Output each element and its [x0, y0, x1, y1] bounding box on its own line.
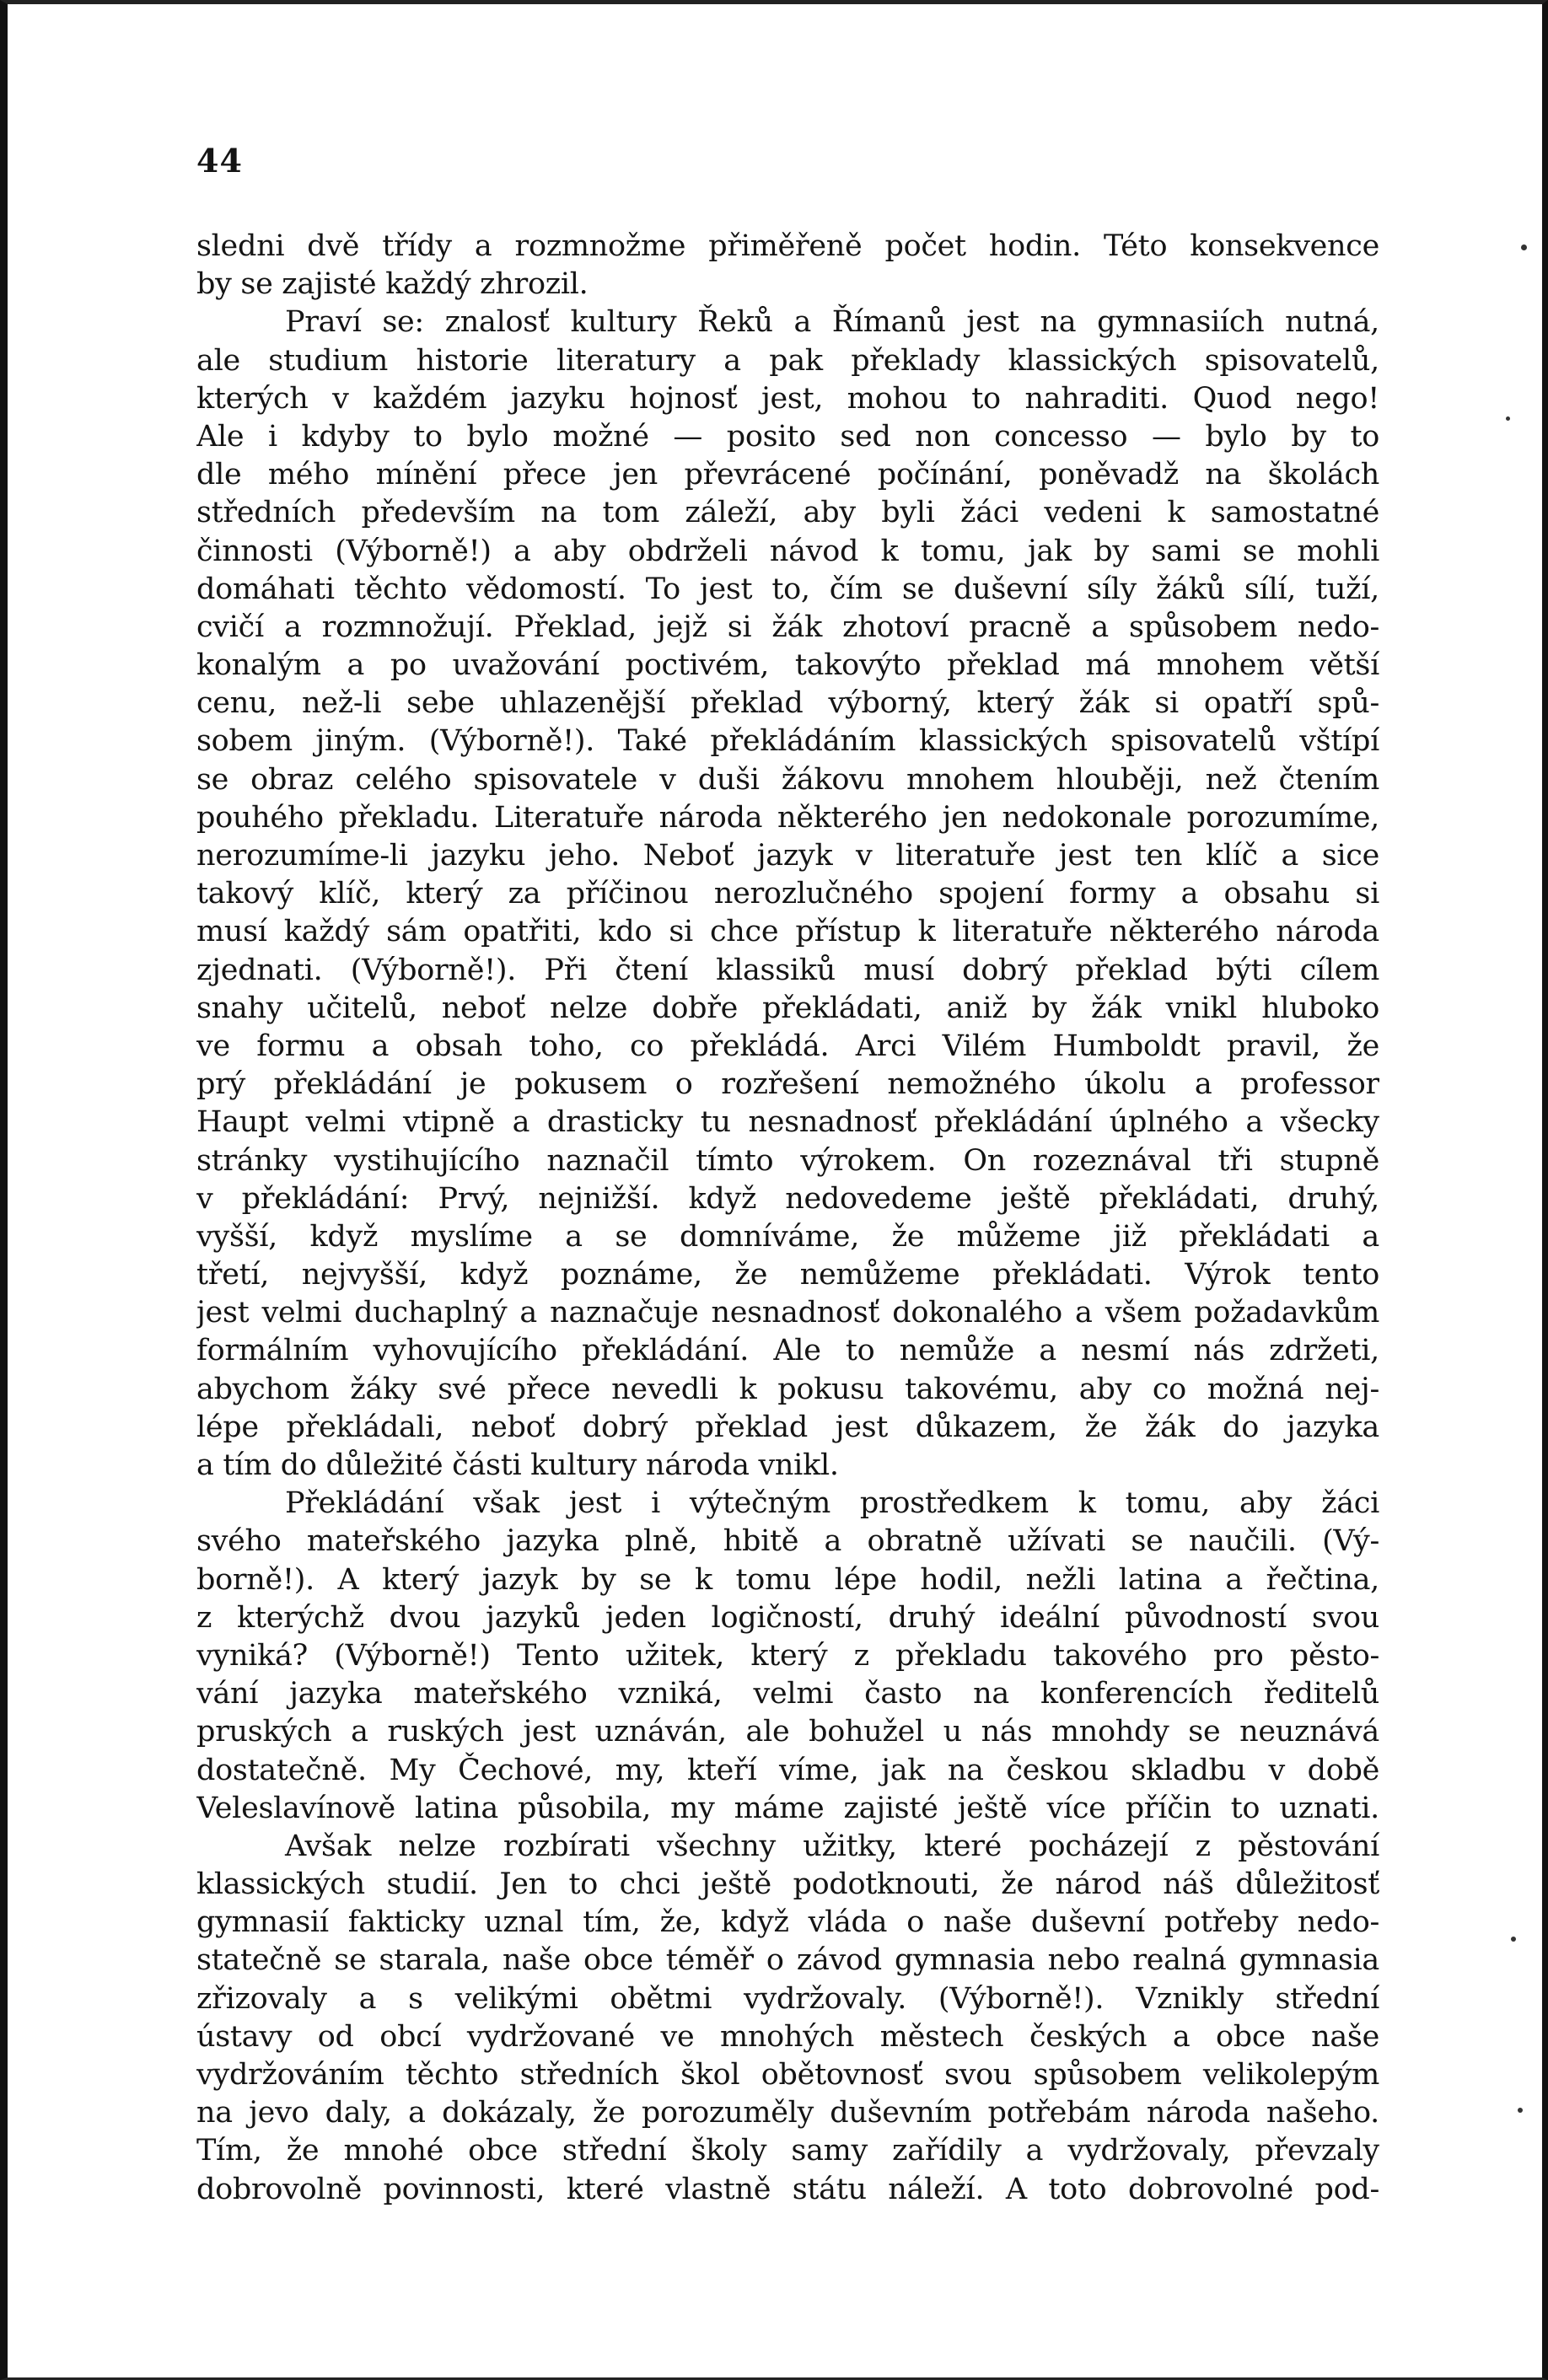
text-line: takový klíč, který za příčinou nerozlučného spojení formy a obsahu si [196, 877, 1379, 911]
text-line: cenu, než-li sebe uhlazenější překlad výborný, který žák si opatří spů- [196, 686, 1379, 721]
text-line: svého mateřského jazyka plně, hbitě a obratně užívati se naučili. (Vý- [196, 1524, 1379, 1559]
text-line: borně!). A který jazyk by se k tomu lépe hodil, nežli latina a řečtina, [196, 1562, 1379, 1597]
text-line: Překládání však jest i výtečným prostředkem k tomu, aby žáci [285, 1486, 1379, 1521]
text-line: nerozumíme-li jazyku jeho. Neboť jazyk v literatuře jest ten klíč a sice [196, 839, 1379, 873]
page-number: 44 [196, 142, 243, 180]
text-line: a tím do důležité části kultury národa vnikl. [196, 1448, 839, 1482]
text-line: v překládání: Prvý, nejnižší. když nedovedeme ještě překládati, druhý, [196, 1181, 1379, 1216]
text-line: formálním vyhovujícího překládání. Ale to nemůže a nesmí nás zdržeti, [196, 1334, 1379, 1368]
text-line: vyšší, když myslíme a se domníváme, že můžeme již překládati a [196, 1219, 1379, 1254]
text-line: gymnasií fakticky uznal tím, že, když vláda o naše duševní potřeby nedo- [196, 1905, 1379, 1940]
text-line: na jevo daly, a dokázaly, že porozuměly duševním potřebám národa našeho. [196, 2096, 1379, 2130]
text-line: Haupt velmi vtipně a drasticky tu nesnadnosť překládání úplného a všecky [196, 1105, 1379, 1140]
text-line: snahy učitelů, neboť nelze dobře překládati, aniž by žák vnikl hluboko [196, 991, 1379, 1025]
text-line: ústavy od obcí vydržované ve mnohých městech českých a obce naše [196, 2019, 1379, 2054]
text-line: zřizovaly a s velikými obětmi vydržovaly. (Výborně!). Vznikly střední [196, 1981, 1379, 2016]
text-line: třetí, nejvyšší, když poznáme, že nemůžeme překládati. Výrok tento [196, 1258, 1379, 1292]
text-line: klassických studií. Jen to chci ještě podotknouti, že národ náš důležitosť [196, 1867, 1379, 1902]
text-line: pouhého překladu. Literatuře národa některého jen nedokonale porozumíme, [196, 800, 1379, 835]
body-text [196, 228, 1379, 2318]
text-line: statečně se starala, naše obce téměř o závod gymnasia nebo realná gymnasia [196, 1943, 1379, 1978]
print-speck [1518, 2108, 1523, 2113]
text-line: Avšak nelze rozbírati všechny užitky, které pocházejí z pěstování [285, 1829, 1379, 1863]
text-line: pruských a ruských jest uznáván, ale bohužel u nás mnohdy se neuznává [196, 1715, 1379, 1749]
text-line: Praví se: znalosť kultury Řeků a Římanů jest na gymnasiích nutná, [285, 305, 1379, 340]
text-line: lépe překládali, neboť dobrý překlad jest důkazem, že žák do jazyka [196, 1410, 1379, 1444]
print-speck [1511, 1937, 1516, 1942]
text-line: cvičí a rozmnožují. Překlad, jejž si žák zhotoví pracně a spůsobem nedo- [196, 610, 1379, 644]
text-line: stránky vystihujícího naznačil tímto výrokem. On rozeznával tři stupně [196, 1143, 1379, 1178]
text-line: ve formu a obsah toho, co překládá. Arci Vilém Humboldt pravil, že [196, 1029, 1379, 1063]
text-line: abychom žáky své přece nevedli k pokusu takovému, aby co možná nej- [196, 1372, 1379, 1406]
text-line: činnosti (Výborně!) a aby obdrželi návod k tomu, jak by sami se mohli [196, 534, 1379, 568]
text-line: Ale i kdyby to bylo možné — posito sed non concesso — bylo by to [196, 419, 1379, 454]
text-line: prý překládání je pokusem o rozřešení nemožného úkolu a professor [196, 1067, 1379, 1102]
text-line: kterých v každém jazyku hojnosť jest, mohou to nahraditi. Quod nego! [196, 381, 1379, 416]
text-line: jest velmi duchaplný a naznačuje nesnadnosť dokonalého a všem požadavkům [196, 1296, 1379, 1330]
text-line: domáhati těchto vědomostí. To jest to, čím se duševní síly žáků sílí, tuží, [196, 572, 1379, 606]
print-speck [1521, 244, 1527, 250]
text-line: sledni dvě třídy a rozmnožme přiměřeně počet hodin. Této konsekvence [196, 229, 1379, 263]
text-line: dobrovolně povinnosti, které vlastně státu náleží. A toto dobrovolné pod- [196, 2172, 1379, 2206]
text-line: zjednati. (Výborně!). Při čtení klassiků musí dobrý překlad býti cílem [196, 953, 1379, 987]
text-line: vydržováním těchto středních škol obětovnosť svou spůsobem velikolepým [196, 2058, 1379, 2092]
text-line: dle mého mínění přece jen převrácené počínání, poněvadž na školách [196, 458, 1379, 492]
text-line: z kterýchž dvou jazyků jeden logičností, druhý ideální původností svou [196, 1600, 1379, 1635]
text-line: Veleslavínově latina působila, my máme zajisté ještě více příčin to uznati. [196, 1791, 1379, 1825]
text-line: dostatečně. My Čechové, my, kteří víme, jak na českou skladbu v době [196, 1753, 1379, 1787]
text-line: sobem jiným. (Výborně!). Také překládáním klassických spisovatelů vštípí [196, 724, 1379, 759]
text-line: konalým a po uvažování poctivém, takovýto překlad má mnohem větší [196, 648, 1379, 683]
text-line: ale studium historie literatury a pak překlady klassických spisovatelů, [196, 343, 1379, 378]
text-line: Tím, že mnohé obce střední školy samy zařídily a vydržovaly, převzaly [196, 2134, 1379, 2168]
text-line: vyniká? (Výborně!) Tento užitek, který z překladu takového pro pěsto- [196, 1638, 1379, 1673]
text-line: se obraz celého spisovatele v duši žákovu mnohem hlouběji, než čtením [196, 762, 1379, 797]
text-line: středních především na tom záleží, aby byli žáci vedeni k samostatné [196, 496, 1379, 530]
print-speck [1506, 416, 1510, 421]
text-line: musí každý sám opatřiti, kdo si chce přístup k literatuře některého národa [196, 915, 1379, 949]
text-line: vání jazyka mateřského vzniká, velmi často na konferencích ředitelů [196, 1677, 1379, 1711]
text-line: by se zajisté každý zhrozil. [196, 267, 589, 302]
